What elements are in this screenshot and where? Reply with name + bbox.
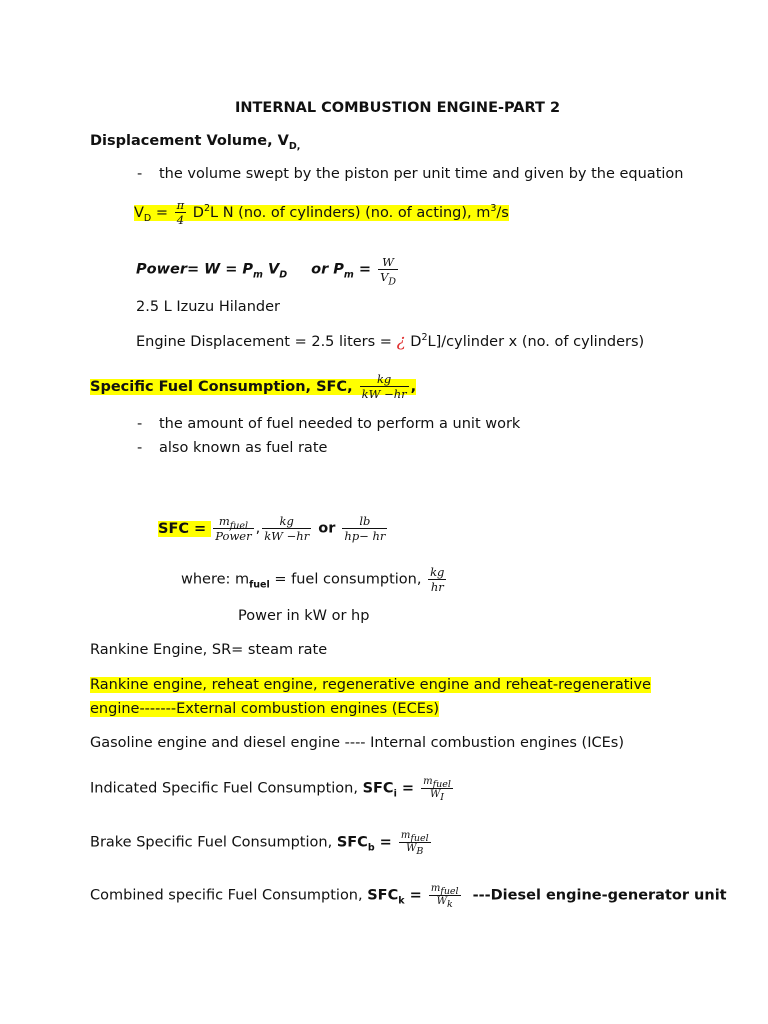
ece-line-2 — [90, 699, 439, 719]
frac-den-w: W — [406, 843, 417, 854]
bullet-text: the volume swept by the piston per unit time and given by the equation — [159, 166, 684, 182]
engine-disp-mid: D — [405, 334, 422, 350]
where-pre: where: m — [181, 571, 250, 588]
vd-equation-highlight — [134, 198, 509, 227]
frac-den-w: W — [436, 896, 447, 907]
sfc-eq-comma: , — [255, 520, 261, 537]
vd-rhs-sup: 2 — [203, 202, 211, 214]
kg-per-kwhr-fraction — [262, 514, 311, 543]
where-sub: fuel — [249, 579, 270, 591]
frac-den-sub: I — [440, 792, 444, 803]
ice-line: Gasoline engine and diesel engine ---- Internal combustion engines (ICEs) — [90, 735, 624, 751]
vd-rhs-unit-sup: 3 — [490, 202, 497, 214]
displacement-bullet — [137, 164, 683, 184]
brake-sub: b — [367, 842, 375, 854]
power-sub-m: m — [253, 269, 263, 281]
sfc-eq-label: SFC = — [158, 520, 212, 537]
sfc-equation — [158, 514, 389, 543]
displacement-heading — [90, 131, 300, 151]
brake-text: Brake Specific Fuel Consumption, — [90, 834, 337, 851]
frac-num-sub: fuel — [440, 886, 459, 897]
combined-eq: = — [404, 887, 427, 904]
bullet-text: the amount of fuel needed to perform a unit work — [159, 416, 521, 432]
vd-lhs-sub: D — [143, 212, 152, 224]
frac-num: kg — [376, 372, 392, 386]
power-text-4: = — [353, 261, 377, 278]
ece-line-2-text: engine-------External combustion engines (ECEs) — [90, 701, 440, 717]
sfc-eq-or: or — [313, 520, 341, 537]
combined-sfc-line — [90, 883, 727, 908]
engine-displacement-line — [136, 331, 644, 352]
indicated-sfc-line — [90, 776, 455, 801]
frac-num — [429, 883, 461, 895]
power-text-1: Power= W = P — [136, 261, 254, 278]
brake-sfc-line — [90, 830, 433, 855]
combined-tail: ---Diesel engine-generator unit — [472, 887, 727, 904]
engine-disp-post: L]/cylinder x (no. of cylinders) — [427, 334, 645, 350]
displacement-heading-sub: D, — [288, 140, 301, 152]
indicated-label: SFC — [362, 780, 394, 797]
frac-den-w: W — [429, 789, 441, 800]
mfuel-over-wi-fraction — [421, 776, 453, 801]
bullet-text: also known as fuel rate — [159, 440, 328, 456]
indicated-eq: = — [396, 780, 420, 797]
frac-den — [378, 269, 398, 288]
w-over-vd-fraction — [378, 255, 398, 288]
frac-den: kW −hr — [264, 529, 310, 543]
rankine-line: Rankine Engine, SR= steam rate — [90, 642, 328, 658]
power-text-2: V — [262, 261, 280, 278]
power-equation — [136, 255, 400, 288]
power-units-line: Power in kW or hp — [238, 608, 370, 624]
displacement-heading-text: Displacement Volume, V — [90, 133, 289, 149]
frac-num-m: m — [400, 830, 411, 841]
where-post: = fuel consumption, — [269, 571, 427, 588]
page-title: INTERNAL COMBUSTION ENGINE-PART 2 — [235, 100, 561, 116]
vd-rhs-text: L N (no. of cylinders) (no. of acting), m — [210, 204, 491, 221]
frac-num: kg — [430, 565, 445, 579]
combined-text: Combined specific Fuel Consumption, — [90, 887, 368, 904]
indicated-text: Indicated Specific Fuel Consumption, — [90, 780, 363, 797]
bullet-dash: - — [137, 416, 143, 432]
frac-num — [421, 776, 453, 788]
sfc-heading — [90, 372, 416, 401]
sfc-heading-trail: , — [410, 378, 417, 395]
sfc-heading-text: Specific Fuel Consumption, SFC, — [90, 378, 358, 395]
frac-den: 4 — [175, 212, 187, 227]
frac-den-sub: k — [446, 899, 453, 910]
sfc-bullet-1 — [137, 414, 520, 434]
frac-den-sub: B — [416, 846, 424, 857]
where-line — [181, 565, 448, 594]
kg-per-kwhr-fraction — [360, 372, 409, 401]
frac-num-m: m — [218, 514, 230, 528]
frac-den: kW −hr — [361, 387, 407, 401]
combined-label: SFC — [367, 887, 399, 904]
izuzu-line: 2.5 L Izuzu Hilander — [136, 299, 280, 315]
vd-equation — [134, 198, 509, 227]
sfc-bullet-2 — [137, 438, 327, 458]
power-text-3: or P — [311, 261, 344, 278]
frac-num-sub: fuel — [432, 779, 451, 790]
lb-per-hphr-fraction — [342, 514, 387, 543]
ece-line-1-text: Rankine engine, reheat engine, regenerative engine and reheat-regenerative — [90, 677, 651, 693]
frac-den: Power — [215, 529, 252, 543]
brake-label: SFC — [336, 834, 368, 851]
mfuel-over-wk-fraction — [429, 883, 461, 908]
frac-num: lb — [359, 514, 371, 528]
bullet-dash: - — [137, 166, 143, 182]
frac-den-sub: D — [388, 276, 397, 288]
inverted-question-mark: ¿ — [396, 331, 406, 351]
vd-rhs-tail: /s — [496, 204, 509, 221]
frac-num — [399, 830, 431, 842]
vd-eq-sign: = — [151, 204, 173, 221]
frac-den: hp− hr — [344, 529, 386, 543]
frac-num: π — [176, 198, 185, 212]
kg-per-hr-fraction — [428, 565, 446, 594]
frac-den-v: V — [380, 270, 389, 284]
mfuel-over-power-fraction — [213, 514, 253, 543]
engine-disp-pre: Engine Displacement = 2.5 liters = — [136, 334, 397, 350]
frac-num — [213, 514, 253, 532]
power-sub-d: D — [279, 269, 288, 281]
frac-num-sub: fuel — [229, 520, 249, 532]
engine-disp-sup: 2 — [421, 332, 428, 344]
combined-sub: k — [398, 895, 405, 907]
frac-num-sub: fuel — [410, 833, 429, 844]
pi-over-4-fraction — [175, 198, 187, 227]
frac-num: kg — [279, 514, 294, 528]
frac-num-m: m — [423, 776, 433, 787]
vd-lhs: V — [134, 204, 144, 221]
bullet-dash: - — [137, 440, 143, 456]
frac-den: hr — [428, 579, 446, 594]
frac-num-m: m — [430, 883, 441, 894]
vd-rhs-pre: D — [188, 204, 204, 221]
indicated-sub: i — [393, 788, 397, 800]
sfc-heading-highlight — [90, 372, 417, 401]
mfuel-over-wb-fraction — [399, 830, 431, 855]
power-sub-m2: m — [343, 269, 354, 281]
brake-eq: = — [374, 834, 397, 851]
frac-num: W — [382, 255, 394, 269]
ece-line-1 — [90, 675, 651, 695]
